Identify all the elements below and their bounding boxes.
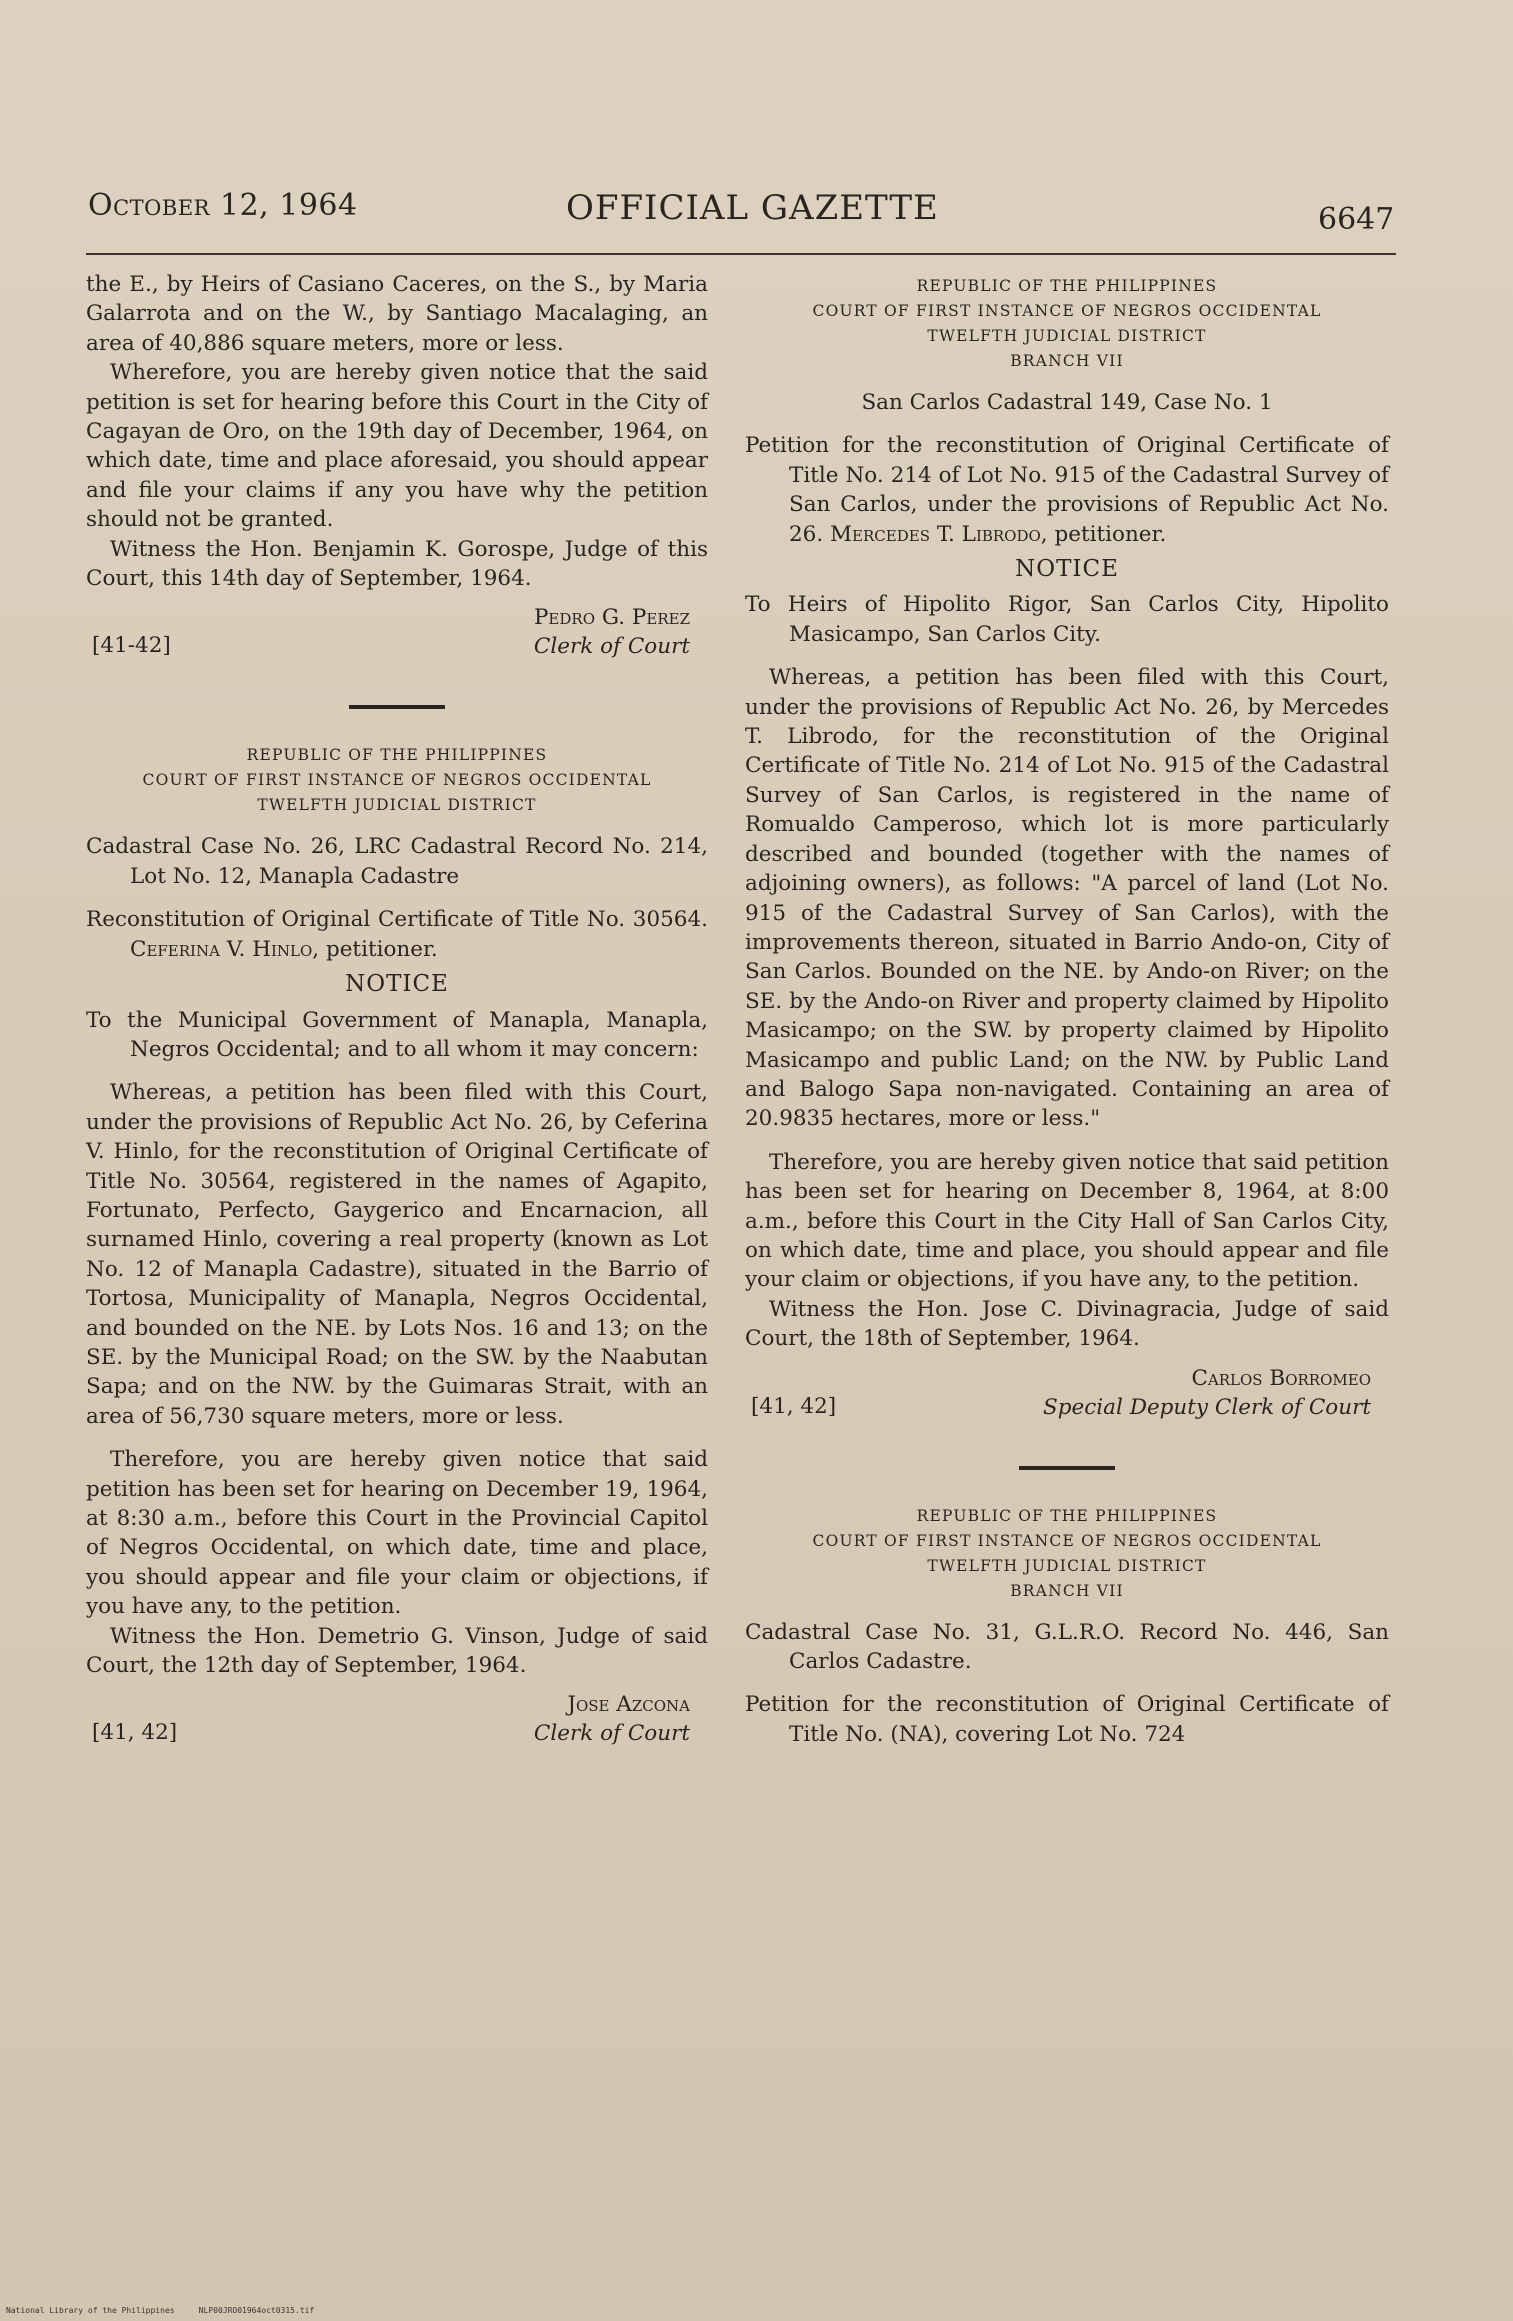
notice-heading: NOTICE xyxy=(1015,556,1119,583)
header-page-number: 6647 xyxy=(1318,202,1395,237)
petitioner-name: Ceferina V. Hinlo, xyxy=(130,936,320,962)
signatory-title: Clerk of Court xyxy=(533,634,690,660)
case-title: San Carlos Cadastral 149, Case No. 1 xyxy=(861,390,1273,415)
court-heading xyxy=(86,743,708,818)
case-title: Cadastral Case No. 31, G.L.R.O. Record No. 446, San Carlos Cadastre. xyxy=(745,1619,1389,1674)
court-heading-line: TWELFTH JUDICIAL DISTRICT xyxy=(257,796,537,815)
header-date: October 12, 1964 xyxy=(88,188,358,223)
left-column xyxy=(86,270,708,1750)
signature-block xyxy=(86,603,708,663)
court-heading-line: TWELFTH JUDICIAL DISTRICT xyxy=(927,327,1207,345)
notice-heading: NOTICE xyxy=(345,971,449,998)
signature-block xyxy=(86,1690,708,1750)
signatory-name: Pedro G. Perez xyxy=(533,605,690,631)
issue-reference: [41-42] xyxy=(92,633,171,659)
court-heading-line: COURT OF FIRST INSTANCE OF NEGROS OCCIDENTAL xyxy=(142,771,652,790)
footer-file: NLP00JRO01964oct0315.tif xyxy=(198,2306,315,2315)
signatory-name: Jose Azcona xyxy=(567,1692,690,1718)
notice-manapla xyxy=(86,743,708,1750)
right-column xyxy=(745,270,1389,1749)
court-heading-line: REPUBLIC OF THE PHILIPPINES xyxy=(916,277,1218,295)
notice-san-carlos-149 xyxy=(745,274,1389,1424)
court-heading-line: BRANCH VII xyxy=(1010,1581,1124,1600)
reconstitution-title xyxy=(86,905,708,964)
petition-title: Petition for the reconstitution of Original Certificate of Title No. (NA), covering Lot No. 724 xyxy=(745,1692,1389,1747)
signature-block xyxy=(745,1364,1389,1424)
court-heading-line: COURT OF FIRST INSTANCE OF NEGROS OCCIDENTAL xyxy=(812,302,1322,320)
page-header xyxy=(0,188,1513,248)
court-heading-line: REPUBLIC OF THE PHILIPPINES xyxy=(916,1506,1218,1525)
addressee: To the Municipal Government of Manapla, Manapla, Negros Occidental; and to all whom it may concern: xyxy=(86,1007,708,1062)
scan-footer xyxy=(6,2306,314,2315)
court-heading-line: REPUBLIC OF THE PHILIPPINES xyxy=(246,746,548,765)
witness-paragraph: Witness the Hon. Demetrio G. Vinson, Judge of said Court, the 12th day of September, 1964. xyxy=(86,1623,708,1679)
wherefore-paragraph: Wherefore, you are hereby given notice that the said petition is set for hearing before this Court in the City of Cagayan de Oro, on the 19th day of December, 1964, on which date, time and place aforesaid, you should appear and file your claims if any you have why the petition should not be granted. xyxy=(86,360,708,533)
witness-paragraph: Witness the Hon. Benjamin K. Gorospe, Judge of this Court, this 14th day of September, 1964. xyxy=(86,536,708,592)
signatory-title: Clerk of Court xyxy=(533,1721,690,1747)
witness-paragraph: Witness the Hon. Jose C. Divinagracia, Judge of said Court, the 18th of September, 1964. xyxy=(745,1296,1389,1352)
court-heading xyxy=(745,274,1389,374)
petitioner-suffix: petitioner. xyxy=(319,936,438,962)
addressee: To Heirs of Hipolito Rigor, San Carlos City, Hipolito Masicampo, San Carlos City. xyxy=(745,592,1389,647)
petitioner-suffix: petitioner. xyxy=(1047,521,1167,547)
section-divider xyxy=(349,705,445,709)
petition-text: Petition for the reconstitution of Original Certificate of Title No. 214 of Lot No. 915 of the Cadastral Survey of San Carlos, under the provisions of Republic Act No. 26. xyxy=(745,433,1389,547)
header-title: OFFICIAL GAZETTE xyxy=(566,188,939,228)
issue-reference: [41, 42] xyxy=(92,1720,178,1746)
therefore-paragraph: Therefore, you are hereby given notice that said petition has been set for hearing on December 8, 1964, at 8:00 a.m., before this Court in the City Hall of San Carlos City, on which date, time and place, you should appear and file your claim or objections, if you have any, to the petition. xyxy=(745,1149,1389,1293)
reconstitution-text: Reconstitution of Original Certificate of Title No. 30564. xyxy=(86,907,708,933)
notice-san-carlos-31 xyxy=(745,1504,1389,1750)
court-heading xyxy=(745,1504,1389,1604)
whereas-paragraph: Whereas, a petition has been filed with this Court, under the provisions of Republic Act No. 26, by Ceferina V. Hinlo, for the reconstitution of Original Certificate of Title No. 30564, registered in the names of Agapito, Fortunato, Perfecto, Gaygerico and Encarnacion, all surnamed Hinlo, covering a real property (known as Lot No. 12 of Manapla Cadastre), situated in the Barrio of Tortosa, Municipality of Manapla, Negros Occidental, and bounded on the NE. by Lots Nos. 16 and 13; on the SE. by the Municipal Road; on the SW. by the Naabutan Sapa; and on the NW. by the Guimaras Strait, with an area of 56,730 square meters, more or less. xyxy=(86,1080,708,1429)
section-divider xyxy=(1019,1466,1115,1470)
header-rule xyxy=(86,253,1396,255)
signatory-title: Special Deputy Clerk of Court xyxy=(1043,1394,1371,1420)
court-heading-line: BRANCH VII xyxy=(1010,352,1124,370)
case-title: Cadastral Case No. 26, LRC Cadastral Record No. 214, Lot No. 12, Manapla Cadastre xyxy=(86,834,708,889)
therefore-paragraph: Therefore, you are hereby given notice that said petition has been set for hearing on December 19, 1964, at 8:30 a.m., before this Court in the Provincial Capitol of Negros Occidental, on which date, time and place, you should appear and file your claim or objections, if you have any, to the petition. xyxy=(86,1447,708,1620)
issue-reference: [41, 42] xyxy=(751,1393,837,1419)
petition-title xyxy=(745,431,1389,549)
court-heading-line: COURT OF FIRST INSTANCE OF NEGROS OCCIDENTAL xyxy=(812,1531,1322,1550)
whereas-paragraph: Whereas, a petition has been filed with this Court, under the provisions of Republic Act No. 26, by Mercedes T. Librodo, for the reconstitution of the Original Certificate of Title No. 214 of Lot No. 915 of the Cadastral Survey of San Carlos, is registered in the name of Romualdo Camperoso, which lot is more particularly described and bounded (together with the names of adjoining owners), as follows: "A parcel of land (Lot No. 915 of the Cadastral Survey of San Carlos), with the improvements thereon, situated in Barrio Ando-on, City of San Carlos. Bounded on the NE. by Ando-on River; on the SE. by the Ando-on River and property claimed by Hipolito Masicampo; on the SW. by property claimed by Hipolito Masicampo and public Land; on the NW. by Public Land and Balogo Sapa non-navigated. Containing an area of 20.9835 hectares, more or less." xyxy=(745,665,1389,1132)
footer-library: National Library of the Philippines xyxy=(6,2306,175,2315)
petitioner-name: Mercedes T. Librodo, xyxy=(830,521,1048,547)
signatory-name: Carlos Borromeo xyxy=(1191,1365,1371,1391)
continued-paragraph: the E., by Heirs of Casiano Caceres, on the S., by Maria Galarrota and on the W., by Santiago Macalaging, an area of 40,886 square meters, more or less. xyxy=(86,272,708,356)
court-heading-line: TWELFTH JUDICIAL DISTRICT xyxy=(927,1556,1207,1575)
